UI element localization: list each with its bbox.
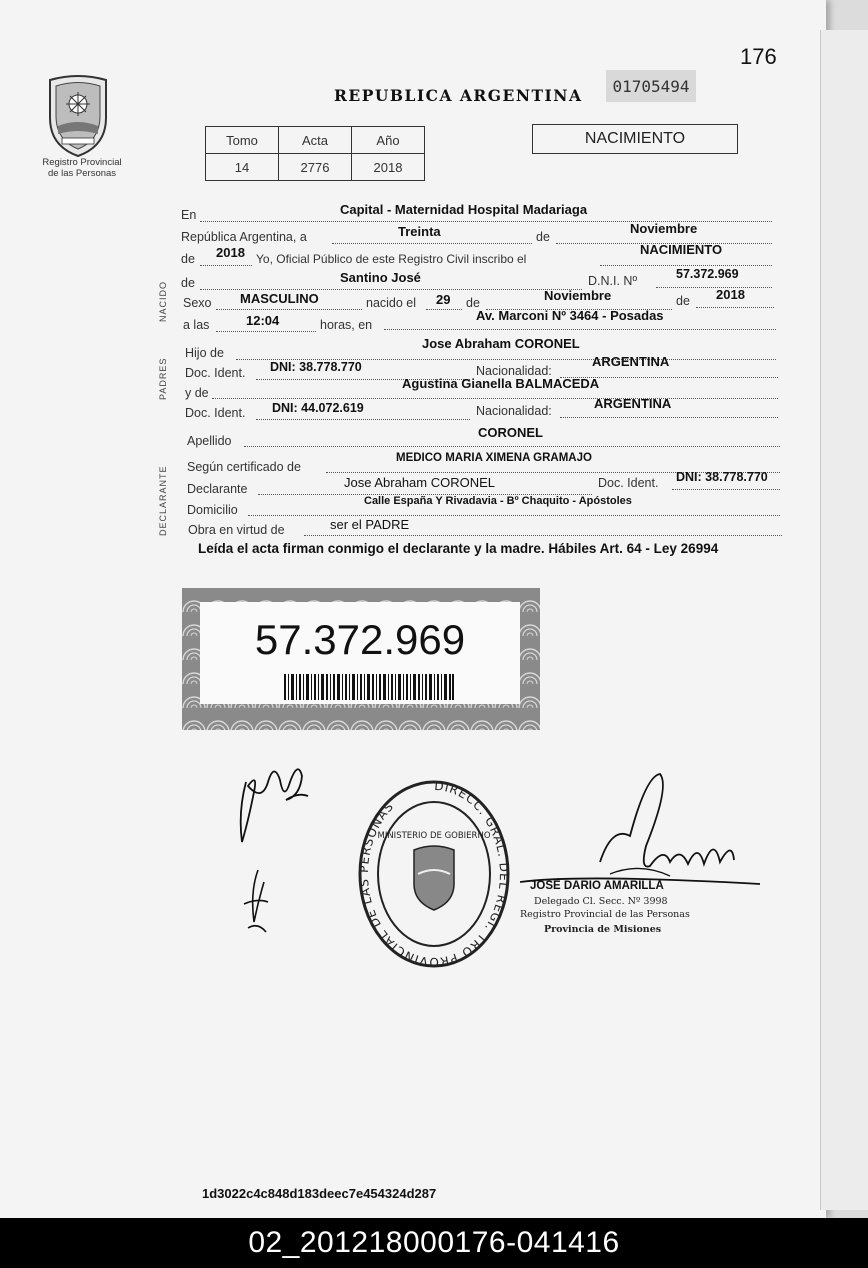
domicilio-label: Domicilio [187,503,238,517]
record-table [205,126,425,181]
registry-caption: Registro Provincial de las Personas [42,157,122,179]
apellido-label: Apellido [187,434,232,448]
birth-place: Av. Marconi Nº 3464 - Posadas [476,308,664,323]
alas-label: a las [183,318,210,332]
id-number-stamp [182,588,540,730]
declarant-name: Jose Abraham CORONEL [344,475,496,490]
acta-header: Acta [279,127,352,154]
hijo-label: Hijo de [185,346,224,360]
tomo-value: 14 [206,154,279,181]
de4-label: de [466,296,480,310]
signer-title: Delegado Cl. Secc. Nº 3998 [534,896,668,907]
acta-value: 2776 [279,154,352,181]
mother-name: Agustina Gianella BALMACEDA [402,376,600,391]
signer-province: Provincia de Misiones [544,924,662,935]
birth-time: 12:04 [246,313,280,328]
father-nationality: ARGENTINA [592,354,670,369]
declarante-label: Declarante [187,482,248,496]
footer-id-bar: 02_201218000176-041416 [0,1218,868,1268]
doc2-label: Doc. Ident. [185,406,246,420]
nacido-label: nacido el [366,296,417,310]
barcode-icon [284,674,454,700]
en-label: En [181,208,197,222]
certificado-label: Según certificado de [187,460,301,474]
de3-label: de [181,276,195,290]
birth-year: 2018 [716,287,745,302]
doc-label: Doc. Ident. [185,366,246,380]
surname: CORONEL [478,425,543,440]
official-text: Yo, Oficial Público de este Registro Civil inscribo el [256,252,527,266]
signer-office: Registro Provincial de las Personas [520,909,690,920]
provincial-shield-icon [42,74,114,158]
horas-label: horas, en [320,318,373,332]
mother-dni: DNI: 44.072.619 [272,401,364,415]
serial-number: 01705494 [606,70,696,102]
event-type: NACIMIENTO [640,242,723,257]
anio-header: Año [352,127,425,154]
id-number-panel [200,602,520,704]
registration-year: 2018 [216,245,245,260]
signer-name: JOSÉ DARIO AMARILLA [530,880,664,892]
registration-place: Capital - Maternidad Hospital Madariaga [340,202,588,217]
seal-outer-text: DIRECC. GRAL. DEL REGI. TRO PROVINCIAL DE LAS PERSONAS [356,778,512,970]
republica-label: República Argentina, a [181,230,307,244]
document-hash: 1d3022c4c848d183deec7e454324d287 [202,1186,437,1201]
birth-day: 29 [436,292,451,307]
de2-label: de [181,252,195,266]
handwritten-initials [228,752,318,942]
child-sex: MASCULINO [240,291,319,306]
registration-day: Treinta [398,224,441,239]
domicile: Calle España Y Rivadavia - Bº Chaquito - Apóstoles [364,495,632,507]
side-label-nacido: NACIDO [158,280,168,322]
nacionalidad2-label: Nacionalidad: [476,404,552,418]
child-dni: 57.372.969 [676,267,739,281]
mother-nationality: ARGENTINA [594,396,672,411]
father-name: Jose Abraham CORONEL [422,336,580,351]
seal-inner-text: MINISTERIO DE GOBIERNO [377,831,491,841]
page-number: 176 [740,44,777,69]
closing-text: Leída el acta firman conmigo el declarante y la madre. Hábiles Art. 64 - Ley 26994 [198,541,719,556]
side-label-padres: PADRES [158,357,168,400]
tomo-header: Tomo [206,127,279,154]
underlying-page [820,30,868,1210]
official-signature [520,766,770,896]
birth-month: Noviembre [544,288,612,303]
record-type-box: NACIMIENTO [532,124,738,154]
declarant-dni: DNI: 38.778.770 [676,470,768,484]
side-label-declarante: DECLARANTE [158,465,168,536]
official-seal [356,778,512,970]
document-title: REPUBLICA ARGENTINA [334,86,583,105]
registration-month: Noviembre [630,221,698,236]
father-dni: DNI: 38.778.770 [270,360,362,374]
nacionalidad-label: Nacionalidad: [476,364,552,378]
dni-label: D.N.I. Nº [588,274,638,288]
sexo-label: Sexo [183,296,212,310]
obra-value: ser el PADRE [330,517,410,532]
de-label: de [536,230,550,244]
id-number: 57.372.969 [254,616,466,663]
doc3-label: Doc. Ident. [598,476,659,490]
de5-label: de [676,294,690,308]
obra-label: Obra en virtud de [188,523,285,537]
child-name: Santino José [340,270,421,285]
yde-label: y de [185,386,209,400]
anio-value: 2018 [352,154,425,181]
medical-certificate: MEDICO MARIA XIMENA GRAMAJO [396,452,592,464]
